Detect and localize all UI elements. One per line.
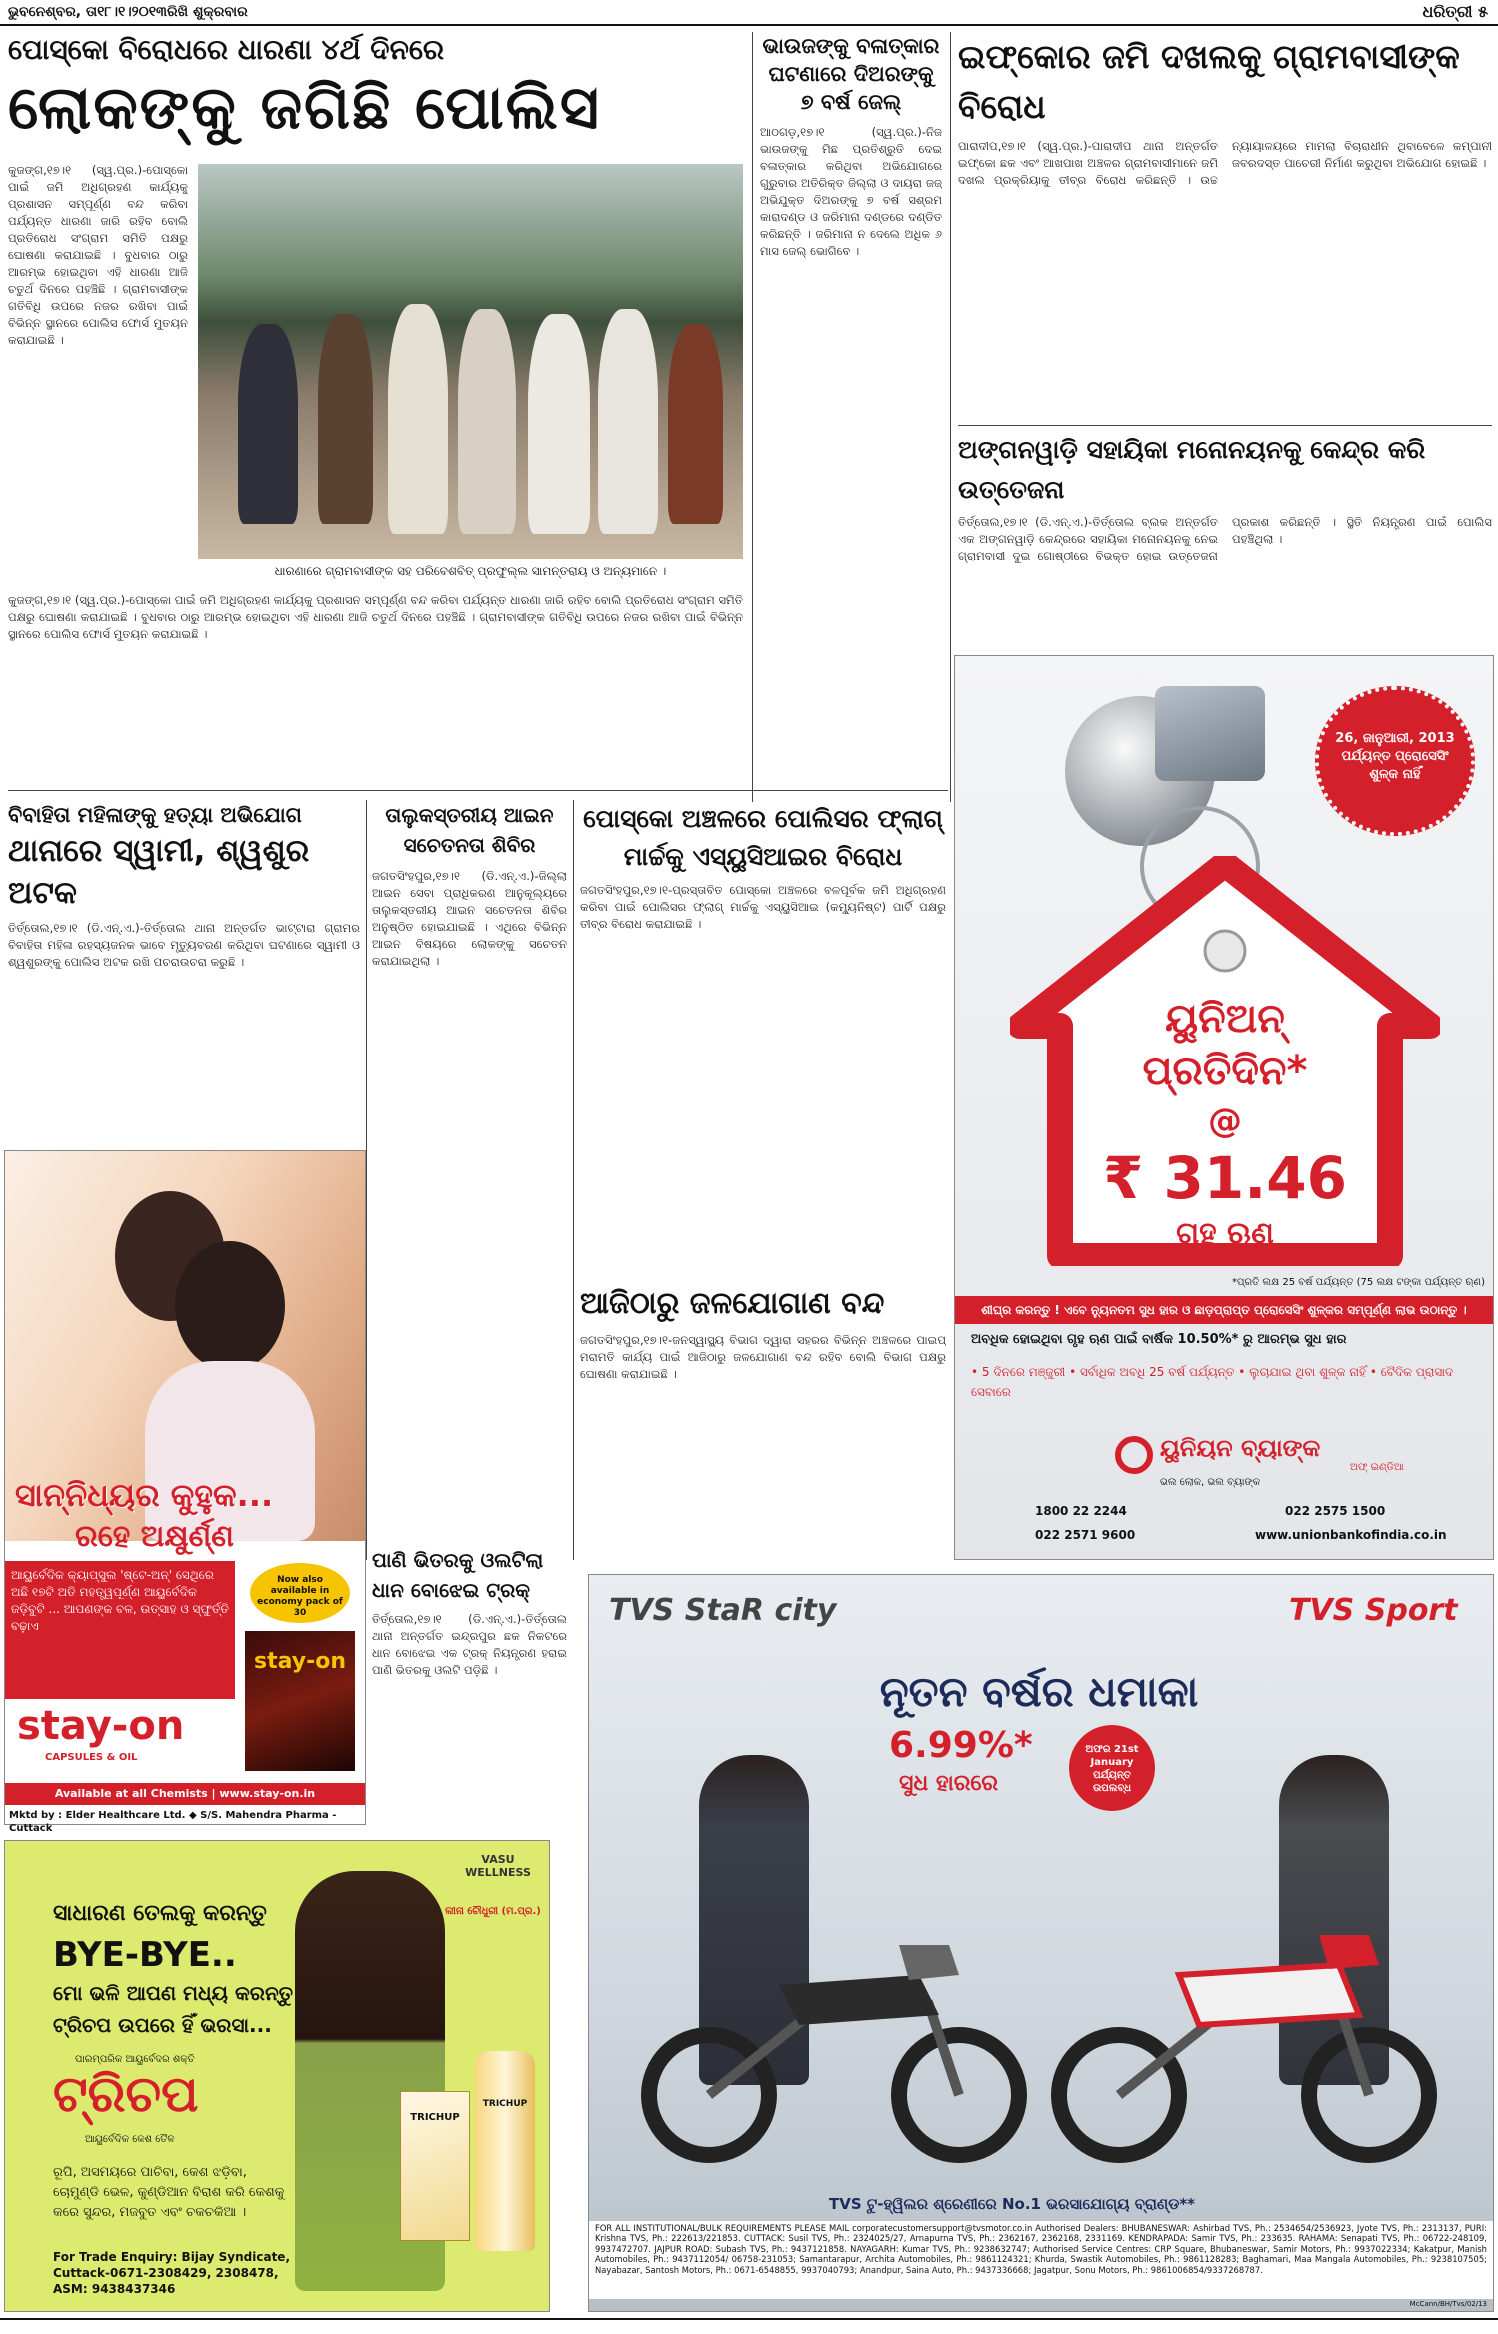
offer-badge-text: ଅଫର 21st January ପର୍ଯ୍ୟନ୍ତ ଉପଲବ୍ଧ (1085, 1744, 1139, 1794)
page-footer-rule (0, 2318, 1498, 2334)
ad-credit: McCann/BH/Tvs/02/13 (1409, 2300, 1487, 2308)
column-divider (950, 32, 951, 802)
offer-date-text: 26, ଜାନୁଆରୀ, 2013 ପର୍ଯ୍ୟନ୍ତ ପ୍ରୋସେସିଂ ଶୁଳ୍କ ନାହିଁ (1335, 731, 1455, 782)
story-headline: ପାଣି ଭିତରକୁ ଓଲଟିଲା ଧାନ ବୋଝେଇ ଟ୍ରକ୍ (372, 1548, 544, 1602)
story-headline: ଇଫ୍‌କୋର ଜମି ଦଖଲକୁ ଗ୍ରାମବାସୀଙ୍କ ବିରୋଧ (958, 37, 1460, 126)
story-headline: ପୋସ୍କୋ ଅଞ୍ଚଳରେ ପୋଲିସର ଫ୍ଲାଗ୍ ମାର୍ଚ୍ଚକୁ ଏସ୍‌ୟୁସିଆଇର ବିରୋଧ (583, 804, 943, 871)
story-body: ଜଗତସିଂହପୁର,୧୭।୧-ପ୍ରସ୍ତାବିତ ପୋସ୍କୋ ଅଞ୍ଚଳରେ ବଳପୂର୍ବକ ଜମି ଅଧିଗ୍ରହଣ କରିବା ପାଇଁ ପୋଲିସର ଫ୍ଲାଗ୍ ମାର୍ଚ୍ଚକୁ ଏସ୍‌ୟୁସିଆଇ (କମ୍ୟୁନିଷ୍ଟ) ପାର୍ଟି ପକ୍ଷରୁ ତୀବ୍ର ବିରୋଧ କରାଯାଇଛି । (580, 883, 946, 931)
economy-pack-badge (250, 1563, 350, 1623)
phone-3: 022 2571 9600 (1035, 1528, 1136, 1542)
brand-star-city: TVS StaR city (609, 1593, 837, 1628)
offer-date-badge (1315, 686, 1475, 836)
brand-sport: TVS Sport (1289, 1593, 1458, 1628)
product-bottle (475, 2051, 535, 2251)
product-box-label: stay-on (253, 1649, 347, 1674)
marketed-by: Mktd by : Elder Healthcare Ltd. ◆ S/S. Mahendra Pharma - Cuttack (9, 1810, 337, 1834)
story-headline: ଅଙ୍ଗନୱାଡ଼ି ସହାୟିକା ମନୋନୟନକୁ କେନ୍ଦ୍ର କରି ଉତ୍ତେଜନା (958, 435, 1426, 504)
ad-line-1: ସାଧାରଣ ତେଲକୁ କରନ୍ତୁ (53, 1901, 267, 1926)
story-flag-march (580, 800, 946, 1270)
ad-tagline-2: ରହେ ଅକ୍ଷୁର୍ଣ୍ଣ (75, 1519, 234, 1554)
economy-pack-text: Now also available in economy pack of 30 (257, 1575, 343, 1618)
story-body: ତିର୍ତ୍ତୋଲ,୧୭।୧ (ଡି.ଏନ୍.ଏ.)-ତିର୍ତ୍ତୋଲ ବ୍ଲକ ଅନ୍ତର୍ଗତ ଏକ ଅଙ୍ଗନୱାଡ଼ି କେନ୍ଦ୍ରରେ ସହାୟିକା ମନୋନୟନକୁ ନେଇ ଗ୍ରାମବାସୀ ଦୁଇ ଗୋଷ୍ଠୀରେ ବିଭକ୍ତ ହୋଇ ଉତ୍ତେଜନା ପ୍ରକାଶ କରିଛନ୍ତି । ସ୍ଥିତି ନିୟନ୍ତ୍ରଣ ପାଇଁ ପୋଲିସ ପହଞ୍ଚିଥିଲା । (958, 515, 1492, 563)
offer-badge (1069, 1725, 1155, 1811)
phone-2: 022 2575 1500 (1285, 1504, 1386, 1518)
story-iffco-land (958, 32, 1492, 422)
story-body: ଜଗତସିଂହପୁର,୧୭।୧ (ଡି.ଏନ୍.ଏ.)-ଜିଲ୍ଲା ଆଇନ ସେବା ପ୍ରାଧିକରଣ ଆନୁକୂଲ୍ୟରେ ତାଲୁକସ୍ତରୀୟ ଆଇନ ସଚେତନତା ଶିବିର ଅନୁଷ୍ଠିତ ହୋଇଯାଇଛି । ଏଥିରେ ବିଭିନ୍ନ ଆଇନ ବିଷୟରେ ଲୋକଙ୍କୁ ସଚେତନ କରାଯାଇଥିଲା । (372, 869, 567, 968)
story-dowry-death (8, 800, 360, 1140)
ad-line-2: BYE-BYE.. (53, 1935, 237, 1975)
key-illustration (1155, 686, 1265, 781)
story-truck-overturn (372, 1545, 567, 1827)
bank-logo (1115, 1436, 1153, 1474)
tag-line-2: ପ୍ରତିଦିନ* (1142, 1048, 1308, 1094)
story-body-left: କୁଜଙ୍ଗ,୧୭।୧ (ସ୍ୱ.ପ୍ର.)-ପୋସ୍କୋ ପାଇଁ ଜମି ଅଧିଗ୍ରହଣ କାର୍ଯ୍ୟକୁ ପ୍ରଶାସନ ସମ୍ପୂର୍ଣ୍ଣ ବନ୍ଦ କରିବା ପର୍ଯ୍ୟନ୍ତ ଧାରଣା ଜାରି ରହିବ ବୋଲି ପ୍ରତିରୋଧ ସଂଗ୍ରାମ ସମିତି ପକ୍ଷରୁ ଘୋଷଣା କରାଯାଇଛି । ବୁଧବାର ଠାରୁ ଆରମ୍ଭ ହୋଇଥିବା ଏହି ଧାରଣା ଆଜି ଚତୁର୍ଥ ଦିନରେ ପହଞ୍ଚିଛି । ଗ୍ରାମବାସୀଙ୍କ ଗତିବିଧି ଉପରେ ନଜର ରଖିବା ପାଇଁ ବିଭିନ୍ନ ସ୍ଥାନରେ ପୋଲିସ ଫୋର୍ସ ମୁତୟନ କରାଯାଇଛି । (8, 163, 188, 347)
story-body: ଆଠଗଡ଼,୧୭।୧ (ସ୍ୱ.ପ୍ର.)-ନିଜ ଭାଉଜଙ୍କୁ ମିଛ ପ୍ରତିଶ୍ରୁତି ଦେଇ ବଳାତ୍କାର କରିଥିବା ଅଭିଯୋଗରେ ଗୁରୁବାର ଅତିରିକ୍ତ ଜିଲ୍ଲା ଓ ଦାୟରା ଜଜ୍ ଅଭିଯୁକ୍ତ ଦିଅରଙ୍କୁ ୭ ବର୍ଷ ସଶ୍ରମ କାରାଦଣ୍ଡ ଓ ଜରିମାନା ଦଣ୍ଡରେ ଦଣ୍ଡିତ କରିଛନ୍ତି । ଜରିମାନା ନ ଦେଲେ ଅଧିକ ୬ ମାସ ଜେଲ୍ ଭୋଗିବେ । (760, 125, 942, 258)
tag-loan-type: ଗୃହ ଋଣ (1176, 1216, 1274, 1251)
story-dowry-court (760, 32, 942, 802)
union-bank-ad (954, 655, 1494, 1560)
product-name: stay-on (17, 1703, 185, 1749)
tag-line-1: ୟୁନିଅନ୍ (1165, 996, 1285, 1042)
ad-headline: ନୂତନ ବର୍ଷର ଧମାକା (879, 1667, 1199, 1716)
row-divider (958, 425, 1492, 426)
story-body-bottom: କୁଜଙ୍ଗ,୧୭।୧ (ସ୍ୱ.ପ୍ର.)-ପୋସ୍କୋ ପାଇଁ ଜମି ଅଧିଗ୍ରହଣ କାର୍ଯ୍ୟକୁ ପ୍ରଶାସନ ସମ୍ପୂର୍ଣ୍ଣ ବନ୍ଦ କରିବା ପର୍ଯ୍ୟନ୍ତ ଧାରଣା ଜାରି ରହିବ ବୋଲି ପ୍ରତିରୋଧ ସଂଗ୍ରାମ ସମିତି ପକ୍ଷରୁ ଘୋଷଣା କରାଯାଇଛି । ବୁଧବାର ଠାରୁ ଆରମ୍ଭ ହୋଇଥିବା ଏହି ଧାରଣା ଆଜି ଚତୁର୍ଥ ଦିନରେ ପହଞ୍ଚିଛି । ଗ୍ରାମବାସୀଙ୍କ ଗତିବିଧି ଉପରେ ନଜର ରଖିବା ପାଇଁ ବିଭିନ୍ନ ସ୍ଥାନରେ ପୋଲିସ ଫୋର୍ସ ମୁତୟନ କରାଯାଇଛି । (8, 593, 743, 641)
maker-logo: VASU WELLNESS (465, 1853, 531, 1879)
story-photo (198, 164, 743, 559)
phone-1: 1800 22 2244 (1035, 1504, 1127, 1518)
story-water-supply (580, 1282, 946, 1552)
story-body: ଜଗତସିଂହପୁର,୧୭।୧-ଜନସ୍ୱାସ୍ଥ୍ୟ ବିଭାଗ ଦ୍ୱାରା ସହରର ବିଭିନ୍ନ ଅଞ୍ଚଳରେ ପାଇପ୍ ମରାମତି କାର୍ଯ୍ୟ ପାଇଁ ଆଜିଠାରୁ ଜଳଯୋଗାଣ ବନ୍ଦ ରହିବ ବୋଲି ବିଭାଗ ପକ୍ଷରୁ ଘୋଷଣା କରାଯାଇଛି । (580, 1333, 946, 1381)
bank-name: ୟୁନିୟନ ବ୍ୟାଙ୍କ (1160, 1434, 1321, 1462)
story-kicker: ପୋସ୍କୋ ବିରୋଧରେ ଧାରଣା ୪ର୍ଥ ଦିନରେ (8, 33, 445, 66)
tag-at-symbol: @ (1208, 1101, 1242, 1141)
model-name: ଲୀନା ଚୌଧୁରୀ (ମ.ପ୍ର.) (445, 1906, 541, 1917)
availability: Available at all Chemists | www.stay-on.in (5, 1783, 365, 1805)
ad-footnote: *ପ୍ରତି ଲକ୍ଷ 25 ବର୍ଷ ପର୍ଯ୍ୟନ୍ତ (75 ଲକ୍ଷ ଟଙ୍କା ପର୍ଯ୍ୟନ୍ତ ଋଣ) (1232, 1277, 1485, 1288)
motorcycle-left (629, 1905, 1049, 2165)
trade-enquiry: For Trade Enquiry: Bijay Syndicate, Cuttack-0671-2308429, 2308478, ASM: 9438437346 (53, 2250, 290, 2296)
product-box (245, 1631, 355, 1771)
dealer-list: FOR ALL INSTITUTIONAL/BULK REQUIREMENTS PLEASE MAIL corporatecustomersupport@tvsmotor.co.in Authorised Dealers: BHUBANESWAR: Ashirbad TVS, Ph.: 2534654/2536923, Jyote TVS, Ph.: 2313137, PURI: Krishna TVS, Ph.: 222613/221853. CUTTACK: Susil TVS, Ph.: 2324025/27, Arnapurna TVS, Ph.: 2362167, 2362168, 2331169. KENDRAPADA: Samir TVS, Ph.: 233635. RAHAMA: Senapati TVS, Ph.: 06722-248109, 9937472707. JAJPUR ROAD: Subash TVS, Ph.: 9437121858. NAYAGARH: Kumar TVS, Ph.: 9238632747; Authorised Service Centres: CRP Square, Bhubaneswar, Samir Motors, Ph.: 9937022334; Kakatpur, Manish Automobiles, Ph.: 9437112054/ 06758-231053; Samantarapur, Archita Automobiles, Ph.: 9861124321; Khurda, Swastik Automobiles, Ph.: 9861128283; Baghamari, Maa Mangala Automobiles, Ph.: 9238107505; Nayabazar, Santosh Motors, Ph.: 0671-6548855, 9937040793; Anandpur, Saina Auto, Ph.: 9437336668; Jagatpur, Sonu Motors, Ph.: 9861006854/9337268787. (589, 2221, 1493, 2299)
trichup-ad (4, 1840, 550, 2312)
story-posco-dharana (8, 32, 743, 802)
brand-pretitle: ପାରମ୍ପରିକ ଆୟୁର୍ବେଦର ଶକ୍ତି (75, 2054, 195, 2065)
story-headline: ଆଜିଠାରୁ ଜଳଯୋଗାଣ ବନ୍ଦ (580, 1286, 885, 1321)
story-legal-camp (372, 800, 567, 1545)
tag-price: ₹ 31.46 (1102, 1144, 1347, 1212)
story-headline: ଥାନାରେ ସ୍ୱାମୀ, ଶ୍ୱଶୁର ଅଟକ (8, 833, 310, 911)
masthead: ଧରିତ୍ରୀ ୫ (1422, 2, 1488, 21)
row-divider (8, 790, 948, 791)
bank-tagline: ଭଲ ଲୋକ, ଭଲ ବ୍ୟାଙ୍କ (1160, 1477, 1261, 1488)
column-divider (366, 800, 367, 1560)
ad-banner: ଶୀଘ୍ର କରନ୍ତୁ ! ଏବେ ନ୍ୟୁନତମ ସୁଧ ହାର ଓ ଛାଡ଼ପ୍ରାପ୍ତ ପ୍ରୋସେସିଂ ଶୁଳ୍କର ସମ୍ପୂର୍ଣ୍ଣ ଲାଭ ଉଠାନ୍ତୁ । (955, 1296, 1493, 1324)
column-divider (573, 800, 574, 1560)
product-box-label: TRICHUP (410, 2112, 460, 2123)
ad-line-4: ଟ୍ରିଚପ ଉପରେ ହିଁ ଭରସା... (53, 2013, 272, 2037)
product-bottle-label: TRICHUP (482, 2099, 528, 2109)
story-headline: ଭାଉଜଙ୍କୁ ବଳାତ୍କାର ଘଟଣାରେ ଦିଅରଙ୍କୁ ୭ ବର୍ଷ ଜେଲ୍ (762, 34, 940, 114)
story-headline: ତାଲୁକସ୍ତରୀୟ ଆଇନ ସଚେତନତା ଶିବିର (385, 803, 554, 857)
website: www.unionbankofindia.co.in (1255, 1528, 1447, 1542)
ad-points: • 5 ଦିନରେ ମଞ୍ଜୁରୀ • ସର୍ବାଧିକ ଅବଧି 25 ବର୍ଷ ପର୍ଯ୍ୟନ୍ତ • ଲୁଚାଯାଇ ଥିବା ଶୁଳ୍କ ନାହିଁ • ବୈଦିକ ପ୍ରାସାଦ ସେବାରେ (971, 1365, 1454, 1399)
story-anganwadi (958, 430, 1492, 650)
ad-line-3: ମୋ ଭଳି ଆପଣ ମଧ୍ୟ କରନ୍ତୁ (53, 1981, 293, 2005)
stay-on-ad (4, 1150, 366, 1834)
brand-subtitle: ଆୟୁର୍ବେଦିକ କେଶ ତୈଳ (85, 2134, 175, 2145)
motorcycle-right (1039, 1905, 1459, 2165)
bank-sub: ଅଫ୍ ଇଣ୍ଡିଆ (1350, 1462, 1404, 1473)
interest-rate-sub: ସୁଧ ହାରରେ (899, 1771, 999, 1796)
ad-body: ଆୟୁର୍ବେଦିକ କ୍ୟାପ୍ସୁଲ 'ଷ୍ଟେ-ଅନ୍' ସେଥିରେ ଅଛି ୧୭ଟି ଅତି ମହତ୍ତ୍ୱପୂର୍ଣ୍ଣ ଆୟୁର୍ବେଦିକ ଜଡ଼ିବୁଟି ... ଆପଣଙ୍କ ବଳ, ଉତ୍ସାହ ଓ ସ୍ଫୁର୍ତ୍ତି ବଢ଼ାଏ (5, 1561, 235, 1699)
story-body: ତିର୍ତ୍ତୋଲ,୧୭।୧ (ଡି.ଏନ୍.ଏ.)-ତିର୍ତ୍ତୋଲ ଥାନା ଅନ୍ତର୍ଗତ ଇନ୍ଦ୍ରପୁର ଛକ ନିକଟରେ ଧାନ ବୋଝେଇ ଏକ ଟ୍ରକ୍ ନିୟନ୍ତ୍ରଣ ହରାଇ ପାଣି ଭିତରକୁ ଓଲଟି ପଡ଼ିଛି । (372, 1612, 567, 1677)
bottom-tagline: TVS ଟୁ-ହ୍ୱିଲର ଶ୍ରେଣୀରେ No.1 ଭରସାଯୋଗ୍ୟ ବ୍ରାଣ୍ଡ** (829, 2195, 1196, 2213)
story-body: ପାରାଦୀପ,୧୭।୧ (ସ୍ୱ.ପ୍ର.)-ପାରାଦୀପ ଥାନା ଅନ୍ତର୍ଗତ ଇଫ୍‌କୋ ଛକ ଏବଂ ଆଖପାଖ ଅଞ୍ଚଳର ଗ୍ରାମବାସୀମାନେ ଜମି ଦଖଲ ପ୍ରକ୍ରିୟାକୁ ତୀବ୍ର ବିରୋଧ କରିଛନ୍ତି । ଉଚ୍ଚ ନ୍ୟାୟାଳୟରେ ମାମଲା ବିଚାରାଧୀନ ଥିବାବେଳେ କମ୍ପାନୀ ଜବରଦସ୍ତ ପାଚେରୀ ନିର୍ମାଣ କରୁଥିବା ଅଭିଯୋଗ ହୋଇଛି । (958, 139, 1492, 187)
product-box (400, 2091, 470, 2241)
story-kicker: ବିବାହିତା ମହିଳାଙ୍କୁ ହତ୍ୟା ଅଭିଯୋଗ (8, 803, 302, 827)
brand-name: ଟ୍ରିଚପ (53, 2065, 199, 2123)
photo-caption: ଧାରଣାରେ ଗ୍ରାମବାସୀଙ୍କ ସହ ପରିବେଶବିତ୍ ପ୍ରଫୁଲ୍ଲ ସାମନ୍ତରାୟ ଓ ଅନ୍ୟମାନେ । (274, 564, 667, 578)
benefits: ରୂପି, ଅସମୟରେ ପାଚିବା, କେଶ ଝଡ଼ିବା, ଚୋମୁଣ୍ଡି ଭେଳ, କୁଣ୍ଡିଆନ ବିରାଶ କରି କେଶକୁ କରେ ସୁନ୍ଦର, ମଜବୁତ ଏବଂ ଚକଚକିଆ । (53, 2165, 285, 2220)
story-headline: ଲୋକଙ୍କୁ ଜଗିଛି ପୋଲିସ (8, 73, 601, 143)
ad-tagline-1: ସାନ୍ନିଧ୍ୟର କୁହୁକ... (15, 1476, 274, 1514)
dateline: ଭୁବନେଶ୍ବର, ତା୧୮।୧।୨୦୧୩ରିଖି ଶୁକ୍ରବାର (8, 4, 248, 20)
column-divider (752, 32, 753, 802)
tvs-ad (588, 1574, 1494, 2312)
story-body: ତିର୍ତ୍ତୋଲ,୧୭।୧ (ଡି.ଏନ୍.ଏ.)-ତିର୍ତ୍ତୋଲ ଥାନା ଅନ୍ତର୍ଗତ ଭାଟ୍ଟାରା ଗ୍ରାମର ବିବାହିତା ମହିଳା ରହସ୍ୟଜନକ ଭାବେ ମୃତ୍ୟୁବରଣ କରିଥିବା ଘଟଣାରେ ସ୍ୱାମୀ ଓ ଶ୍ୱଶୁରଙ୍କୁ ପୋଲିସ ଅଟକ ରଖି ପଚରାଉଚରା କରୁଛି । (8, 921, 360, 969)
product-sub: CAPSULES & OIL (45, 1752, 138, 1763)
ad-rate-line: ଅବଧିକ ହୋଇଥିବା ଗୃହ ଋଣ ପାଇଁ ବାର୍ଷିକ 10.50%* ରୁ ଆରମ୍ଭ ସୁଧ ହାର (971, 1332, 1347, 1347)
interest-rate: 6.99%* (889, 1725, 1033, 1766)
page-header (0, 0, 1498, 26)
